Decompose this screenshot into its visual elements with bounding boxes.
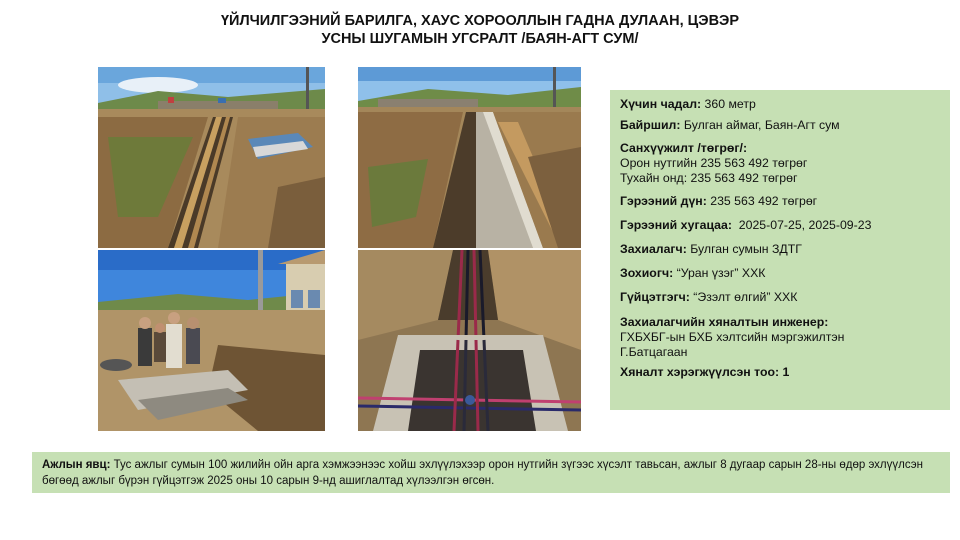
inspections-row: Хяналт хэрэгжүүлсэн тоо: 1 (620, 365, 790, 379)
trench-photo-1 (98, 67, 325, 248)
engineer-label: Захиалагчийн хяналтын инженер: (620, 315, 829, 329)
funding-label: Санхүүжилт /төгрөг/: (620, 141, 748, 155)
funding-local: Орон нутгийн 235 563 492 төгрөг (620, 156, 808, 170)
contractor-row: Гүйцэтгэгч: “Эзэлт өлгий” ХХК (620, 290, 798, 304)
capacity-row: Хүчин чадал: 360 метр (620, 97, 756, 111)
trench-photo-2 (358, 67, 581, 248)
funding-year: Тухайн онд: 235 563 492 төгрөг (620, 171, 798, 185)
contract-period-row: Гэрээний хугацаа: 2025-07-25, 2025-09-23 (620, 218, 872, 232)
progress-label: Ажлын явц: (42, 459, 111, 471)
location-row: Байршил: Булган аймаг, Баян-Агт сум (620, 118, 840, 132)
title-line-2: УСНЫ ШУГАМЫН УГСРАЛТ /БАЯН-АГТ СУМ/ (321, 31, 639, 47)
page-title (0, 12, 960, 48)
contract-amount-row: Гэрээний дүн: 235 563 492 төгрөг (620, 194, 818, 208)
engineer-line-1: ГХБХБГ-ын БХБ хэлтсийн мэргэжилтэн (620, 330, 845, 344)
client-row: Захиалагч: Булган сумын ЗДТГ (620, 242, 802, 256)
title-line-1: ҮЙЛЧИЛГЭЭНИЙ БАРИЛГА, ХАУС ХОРООЛЛЫН ГАДНА ДУЛААН, ЦЭВЭР (220, 13, 740, 29)
engineer-line-2: Г.Батцагаан (620, 345, 688, 359)
pipe-chamber-photo (358, 250, 581, 431)
project-info-panel (610, 90, 950, 410)
work-progress-panel (32, 452, 950, 493)
progress-text: Тус ажлыг сумын 100 жилийн ойн арга хэмжээнээс хойш эхлүүлэхээр орон нутгийн зүгээс хүсэлт тавьсан, ажлыг 8 дугаар сарын 28-ны өдөр эхлүүлсэн бөгөөд ажлыг бүрэн гүйцэтгэж 2025 оны 10 сарын 9-нд ашиглалтад хүлээлгэн өгсөн. (42, 459, 923, 487)
designer-row: Зохиогч: “Уран үзэг” ХХК (620, 266, 766, 280)
inspection-photo (98, 250, 325, 431)
